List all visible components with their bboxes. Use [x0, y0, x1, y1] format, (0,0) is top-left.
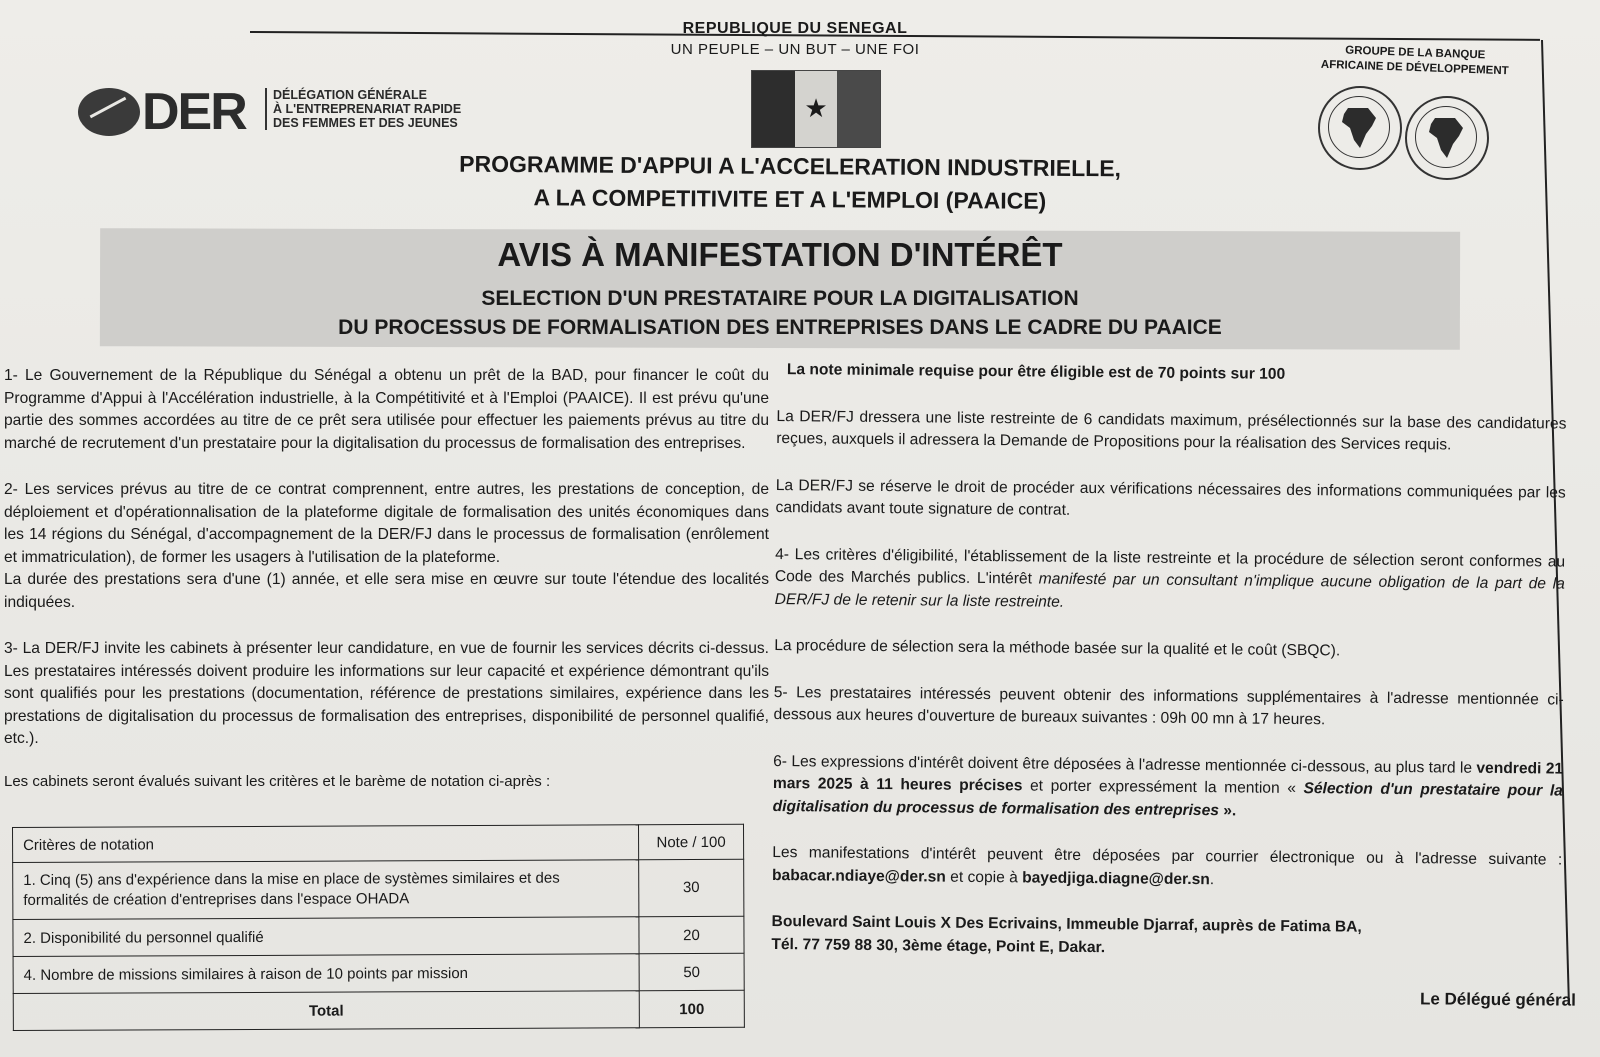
- email-paragraph: Les manifestations d'intérêt peuvent être déposées par courrier électronique ou à l'adresse suivante : babacar.ndiaye@der.sn et copie à bayedjiga.diagne@der.sn.: [771, 843, 1563, 888]
- email-link-1[interactable]: babacar.ndiaye@der.sn: [771, 866, 946, 886]
- paragraph-5: 5- Les prestataires intéressés peuvent obtenir des informations supplémentaires à l'adresse mentionnée ci-dessous aux heures d'ouverture de bureaux suivantes : 09h 00 mn à 17 heures.: [773, 683, 1564, 729]
- der-logo: [78, 83, 246, 141]
- email-link-2[interactable]: bayedjiga.diagne@der.sn: [1022, 868, 1210, 888]
- note-header: Note / 100: [638, 824, 743, 859]
- address: Boulevard Saint Louis X Des Ecrivains, Immeuble Djarraf, auprès de Fatima BA, Tél. 77 759 88 30, 3ème étage, Point E, Dakar.: [771, 912, 1362, 956]
- paragraph-1: 1- Le Gouvernement de la République du Sénégal a obtenu un prêt de la BAD, pour financer le coût du Programme d'Appui à l'Accélération industrielle, à la Compétitivité et à l'Emploi (PAAICE). Il est prévu qu'une partie des sommes accordées au titre de ce prêt sera utilisée pour effectuer les paiements prévus au titre du marché de recrutement d'un prestataire pour la digitalisation du processus de formalisation des entreprises.: [4, 367, 769, 452]
- verification-paragraph: La DER/FJ se réserve le droit de procéder aux vérifications nécessaires des informations communiquées par les candidats avant toute signature de contrat.: [775, 476, 1566, 519]
- table-row: 4. Nombre de missions similaires à raison de 10 points par mission 50: [13, 953, 744, 993]
- minimum-score: La note minimale requise pour être éligible est de 70 points sur 100: [786, 361, 1286, 383]
- notice-title: AVIS À MANIFESTATION D'INTÉRÊT: [497, 236, 1063, 273]
- selection-procedure: La procédure de sélection sera la méthode basée sur la qualité et le coût (SBQC).: [774, 636, 1341, 660]
- country-title: REPUBLIQUE DU SENEGAL: [682, 20, 908, 37]
- senegal-flag-icon: [751, 70, 881, 148]
- criteria-table: [12, 824, 745, 1031]
- signature-title: Le Délégué général: [1419, 989, 1576, 1010]
- afdb-group-title: GROUPE DE LA BANQUE AFRICAINE DE DÉVELOPPEMENT: [1320, 44, 1509, 78]
- paragraph-2: 2- Les services prévus au titre de ce contrat comprennent, entre autres, les prestations de conception, de déploiement et d'opérationnalisation de la plateforme digitale de formalisation des unités économiques dans les 14 régions du Sénégal, d'accompagnement de la DER/FJ dans le processus de formalisation (enrôlement et immatriculation), de former les usagers à l'utilisation de la plateforme.: [4, 481, 769, 566]
- right-column: [771, 359, 1567, 964]
- criteria-header: Critères de notation: [13, 825, 639, 863]
- table-row: 2. Disponibilité du personnel qualifié 20: [13, 916, 744, 956]
- evaluation-intro: Les cabinets seront évalués suivant les critères et le barème de notation ci-après :: [4, 772, 551, 790]
- afdb-seal-en-icon: [1405, 96, 1489, 180]
- table-header-row: [13, 824, 744, 862]
- paragraph-4: 4- Les critères d'éligibilité, l'établissement de la liste restreinte et la procédure de sélection seront conformes au Code des Marchés publics. L'intérêt manifesté par un consultant n'implique aucune obligation de la part de la DER/FJ de le retenir sur la liste restreinte.: [774, 545, 1566, 611]
- der-logo-letters: DER: [142, 83, 246, 141]
- der-logo-subtitle: DÉLÉGATION GÉNÉRALE À L'ENTREPRENARIAT RAPIDE DES FEMMES ET DES JEUNES: [265, 88, 461, 130]
- table-total-row: Total 100: [13, 990, 744, 1030]
- star-icon: ★: [804, 93, 828, 123]
- table-row: 1. Cinq (5) ans d'expérience dans la mise en place de systèmes similaires et des formalités de création d'entreprises dans l'espace OHADA 30: [13, 859, 744, 919]
- afdb-seal-fr-icon: [1318, 86, 1402, 170]
- der-swoosh-icon: [78, 88, 140, 136]
- left-column: [4, 365, 769, 793]
- notice-subtitle: SELECTION D'UN PRESTATAIRE POUR LA DIGITALISATION DU PROCESSUS DE FORMALISATION DES ENTREPRISES DANS LE CADRE DU PAAICE: [338, 287, 1222, 339]
- shortlist-paragraph: La DER/FJ dressera une liste restreinte de 6 candidats maximum, présélectionnés sur la base des candidatures reçues, auxquels il adressera la Demande de Propositions pour la réalisation des Services requis.: [776, 407, 1567, 454]
- program-title: PROGRAMME D'APPUI A L'ACCELERATION INDUSTRIELLE, A LA COMPETITIVITE ET A L'EMPLOI (PAAICE): [459, 150, 1122, 214]
- national-motto: UN PEUPLE – UN BUT – UNE FOI: [670, 41, 920, 58]
- paragraph-2-duration: La durée des prestations sera d'une (1) année, et elle sera mise en œuvre sur toute l'étendue des localités indiquées.: [4, 571, 769, 611]
- paragraph-6: 6- Les expressions d'intérêt doivent être déposées à l'adresse mentionnée ci-dessous, au plus tard le vendredi 21 mars 2025 à 11 heures précises et porter expressément la mention « Sélection d'un prestataire pour la digitalisation du processus de formalisation des entreprises ».: [772, 752, 1564, 819]
- paragraph-3: 3- La DER/FJ invite les cabinets à présenter leur candidature, en vue de fournir les services décrits ci-dessus. Les prestataires intéressés doivent produire les informations sur leur capacité et expérience démontrant qu'ils sont qualifiés pour les prestations (documentation, référence de prestations similaires, expérience dans les prestations de digitalisation du processus de formalisation des entreprises, disponibilité de personnel qualifié, etc.).: [4, 640, 769, 747]
